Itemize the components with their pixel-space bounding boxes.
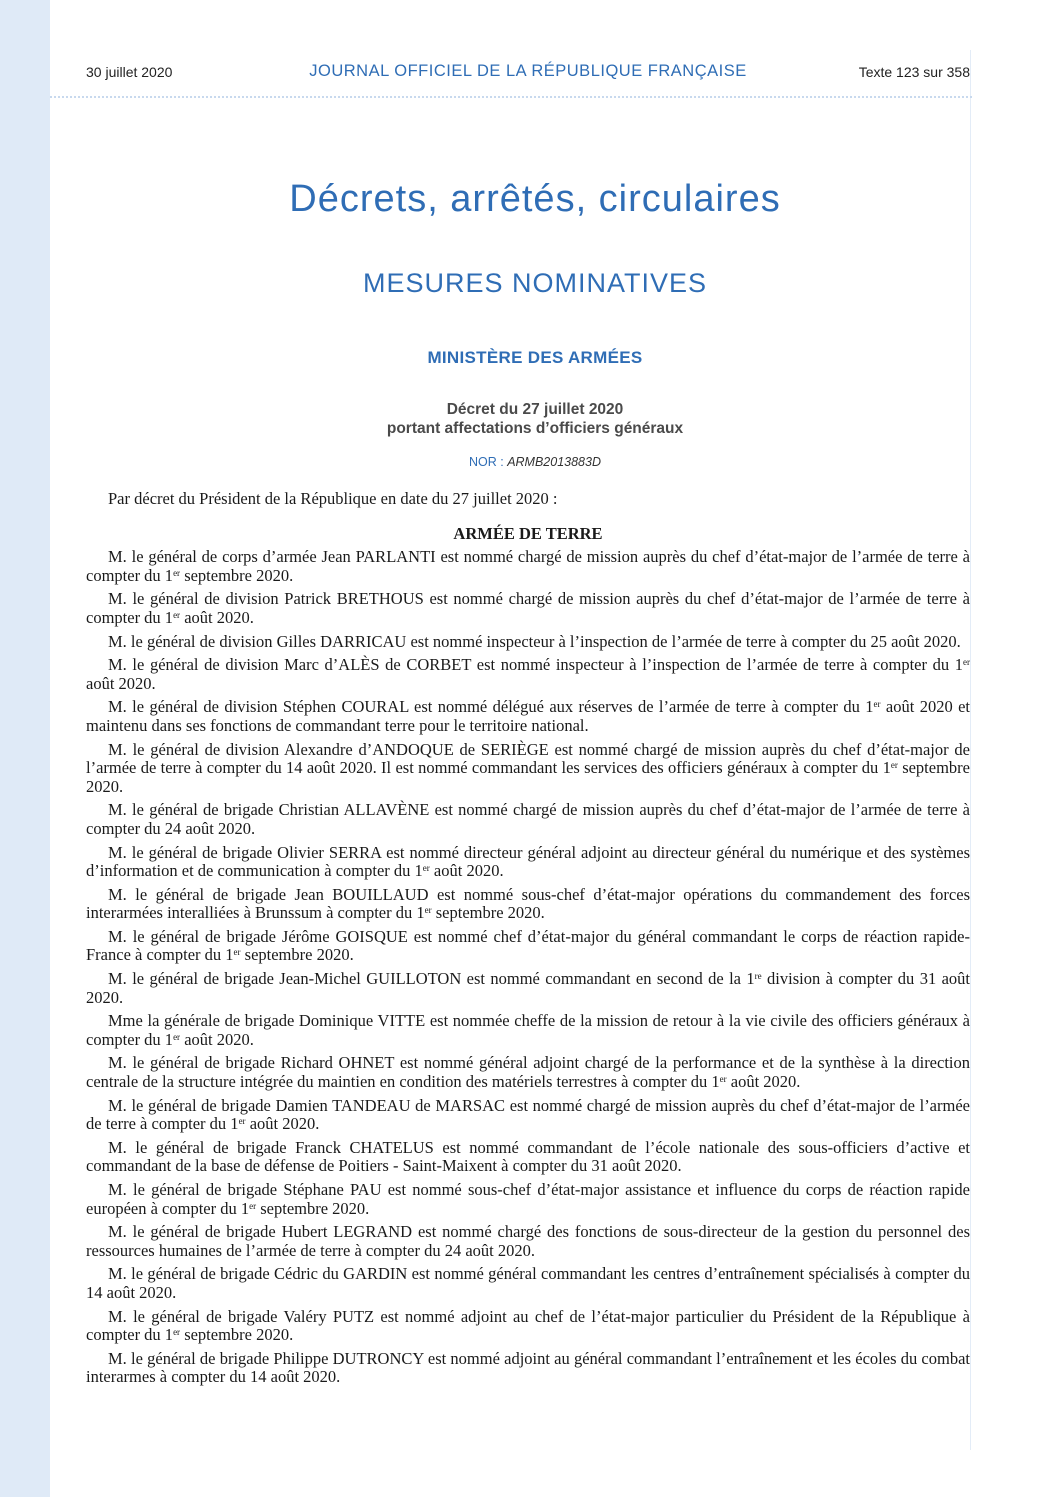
paragraph-text: M. le général de brigade Jérôme GOISQUE est nommé chef d’état-major du général commandant le corps de réaction rapide-France à compter du 1 xyxy=(86,926,970,965)
paragraph-text: M. le général de brigade Philippe DUTRONCY est nommé adjoint au général commandant l’entraînement et les écoles du combat interarmes à compter du 14 août 2020. xyxy=(86,1348,970,1387)
paragraph-text: M. le général de brigade Jean-Michel GUILLOTON est nommé commandant en second de la 1 xyxy=(108,969,755,989)
ordinal-superscript: er xyxy=(890,760,898,771)
paragraph-text-end: septembre 2020. xyxy=(86,758,970,796)
paragraph-text-end: août 2020. xyxy=(429,861,504,881)
decree-title-line2: portant affectations d’officiers généraux xyxy=(386,420,684,437)
appointment-paragraph xyxy=(86,548,970,585)
paragraph-text: M. le général de brigade Damien TANDEAU de MARSAC est nommé chargé de mission auprès du chef d’état-major de l’armée de terre à compter du 1 xyxy=(86,1095,970,1134)
appointment-paragraph xyxy=(86,633,970,652)
paragraph-text-end: août 2020. xyxy=(245,1114,320,1134)
ordinal-superscript: er xyxy=(238,1116,246,1127)
paragraph-text-end: août 2020. xyxy=(180,1029,254,1049)
journal-title: JOURNAL OFFICIEL DE LA RÉPUBLIQUE FRANÇAISE xyxy=(309,62,747,80)
appointment-paragraph xyxy=(86,1139,970,1176)
nor-label: NOR : xyxy=(468,455,508,469)
appointment-paragraph xyxy=(86,590,970,627)
army-section-heading: ARMÉE DE TERRE xyxy=(453,523,603,543)
text-number: Texte 123 sur 358 xyxy=(858,64,970,80)
paragraph-text: M. le général de brigade Jean BOUILLAUD est nommé sous-chef d’état-major opérations du commandement des forces interarmées interalliées à Brunssum à compter du 1 xyxy=(86,884,970,923)
paragraph-text-end: août 2020. xyxy=(180,607,254,627)
appointment-paragraph xyxy=(86,698,970,735)
paragraph-text-end: septembre 2020. xyxy=(180,565,294,585)
paragraph-text: M. le général de brigade Hubert LEGRAND est nommé chargé des fonctions de sous-directeur de la gestion du personnel des ressources humaines de l’armée de terre à compter du 24 août 2020. xyxy=(86,1222,970,1260)
ordinal-superscript: er xyxy=(422,863,430,874)
decree-title-line1: Décret du 27 juillet 2020 xyxy=(446,401,624,418)
paragraph-text: M. le général de brigade Franck CHATELUS est nommé commandant de l’école nationale des sous-officiers d’active et commandant de la base de défense de Poitiers - Saint-Maixent à compter du 31 août 2020. xyxy=(86,1137,970,1176)
ordinal-superscript: er xyxy=(173,609,181,620)
ministry-title: MINISTÈRE DES ARMÉES xyxy=(427,348,643,367)
ordinal-superscript: er xyxy=(719,1074,727,1085)
appointment-paragraph xyxy=(86,928,970,965)
intro-text: Par décret du Président de la République en date du 27 juillet 2020 : xyxy=(108,489,558,508)
paragraph-text-end: septembre 2020. xyxy=(180,1325,294,1345)
subsection-title: MESURES NOMINATIVES xyxy=(362,268,708,298)
paragraph-text: Mme la générale de brigade Dominique VITTE est nommée cheffe de la mission de retour à la vie civile des officiers généraux à compter du 1 xyxy=(86,1011,970,1049)
appointment-paragraph xyxy=(86,1265,970,1302)
ordinal-superscript: er xyxy=(173,1327,181,1338)
paragraph-text: M. le général de division Gilles DARRICAU est nommé inspecteur à l’inspection de l’armée de terre à compter du 25 août 2020. xyxy=(108,631,961,651)
paragraph-text: M. le général de brigade Olivier SERRA est nommé directeur général adjoint au directeur général du numérique et des systèmes d’information et de communication à compter du 1 xyxy=(86,842,970,881)
paragraph-text: M. le général de brigade Christian ALLAVÈNE est nommé chargé de mission auprès du chef d’état-major de l’armée de terre à compter du 24 août 2020. xyxy=(86,800,970,838)
appointment-paragraph xyxy=(86,1308,970,1345)
ordinal-superscript: er xyxy=(424,905,432,916)
paragraph-text: M. le général de brigade Valéry PUTZ est nommé adjoint au chef de l’état-major particulier du Président de la République à compter du 1 xyxy=(86,1306,970,1345)
header-divider xyxy=(50,96,972,98)
document-body xyxy=(86,490,970,1392)
ordinal-superscript: er xyxy=(963,657,970,668)
paragraph-text: M. le général de division Stéphen COURAL est nommé délégué aux réserves de l’armée de terre à compter du 1 xyxy=(108,697,874,717)
page-header xyxy=(86,62,970,84)
ordinal-superscript: er xyxy=(173,1031,181,1042)
paragraph-text-end: septembre 2020. xyxy=(256,1198,370,1218)
appointment-paragraph xyxy=(86,1054,970,1091)
appointment-paragraph xyxy=(86,656,970,693)
nor-reference xyxy=(50,455,1020,469)
ordinal-superscript: re xyxy=(754,971,762,982)
appointment-paragraph xyxy=(86,844,970,881)
appointment-paragraph xyxy=(86,1012,970,1049)
appointment-paragraph xyxy=(86,801,970,838)
ordinal-superscript: er xyxy=(233,947,241,958)
ordinal-superscript: er xyxy=(173,567,181,578)
paragraph-text: M. le général de brigade Cédric du GARDIN est nommé général commandant les centres d’entraînement spécialisés à compter du 14 août 2020. xyxy=(86,1264,970,1302)
paragraph-text-end: division à compter du 31 août 2020. xyxy=(86,969,971,1007)
right-margin-line xyxy=(970,50,1009,1450)
nor-code: ARMB2013883D xyxy=(507,455,601,469)
paragraph-text-end: août 2020. xyxy=(726,1072,801,1092)
ordinal-superscript: er xyxy=(249,1200,257,1211)
appointment-paragraph xyxy=(86,970,970,1007)
paragraph-text-end: septembre 2020. xyxy=(240,945,354,965)
paragraph-text: M. le général de brigade Richard OHNET est nommé général adjoint chargé de la performance et de la synthèse à la direction centrale de la structure intégrée du maintien en condition des matériels terrestres à compter du 1 xyxy=(86,1053,970,1092)
paragraph-text: M. le général de division Marc d’ALÈS de CORBET est nommé inspecteur à l’inspection de l’armée de terre à compter du 1 xyxy=(108,655,963,675)
paragraph-text-end: août 2020 et maintenu dans ses fonctions de commandant terre pour le territoire national. xyxy=(86,697,970,735)
paragraph-text-end: août 2020. xyxy=(86,673,156,693)
paragraph-text: M. le général de division Patrick BRETHOUS est nommé chargé de mission auprès du chef d’état-major de l’armée de terre à compter du 1 xyxy=(86,589,970,627)
appointment-paragraph xyxy=(86,1350,970,1387)
header-date: 30 juillet 2020 xyxy=(86,64,173,80)
appointment-paragraph xyxy=(86,741,970,797)
paragraph-text: M. le général de division Alexandre d’ANDOQUE de SERIÈGE est nommé chargé de mission auprès du chef d’état-major de l’armée de terre à compter du 14 août 2020. Il est nommé commandant les services des officiers généraux à compter du 1 xyxy=(86,739,970,778)
paragraph-text: M. le général de corps d’armée Jean PARLANTI est nommé chargé de mission auprès du chef d’état-major de l’armée de terre à compter du 1 xyxy=(86,547,970,585)
paragraph-text: M. le général de brigade Stéphane PAU est nommé sous-chef d’état-major assistance et influence du corps de réaction rapide européen à compter du 1 xyxy=(86,1180,970,1218)
paragraph-text-end: septembre 2020. xyxy=(431,903,545,923)
ordinal-superscript: er xyxy=(873,699,881,710)
appointment-paragraph xyxy=(86,886,970,923)
appointment-paragraph xyxy=(86,1097,970,1134)
appointment-paragraph xyxy=(86,1223,970,1260)
appointments-list xyxy=(86,548,970,1387)
left-margin-band xyxy=(0,0,50,1497)
appointment-paragraph xyxy=(86,1181,970,1218)
decree-title xyxy=(50,400,1020,438)
section-title: Décrets, arrêtés, circulaires xyxy=(289,178,781,220)
